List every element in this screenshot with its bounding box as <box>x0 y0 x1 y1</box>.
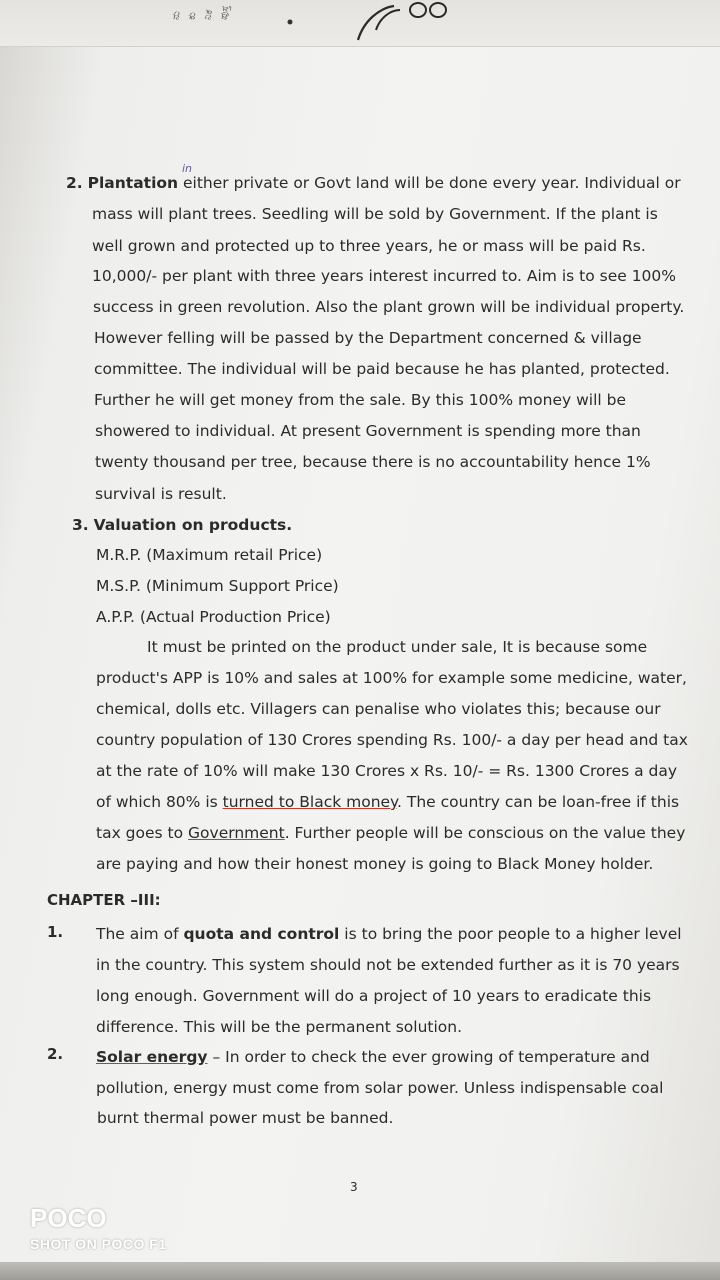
item2-line: success in green revolution. Also the plant grown will be individual property. <box>93 298 685 316</box>
item2-line: well grown and protected up to three years, he or mass will be paid Rs. <box>92 237 646 255</box>
item3-line-part: of which 80% is <box>96 793 223 811</box>
item3-line-part: . Further people will be conscious on the value they <box>284 824 686 842</box>
item2-title: Plantation <box>87 174 179 192</box>
top-mark: ಪುಸ್ತ <box>218 4 232 21</box>
item2-line: 10,000/- per plant with three years interest incurred to. Aim is to see 100% <box>92 267 677 285</box>
item3-line: country population of 130 Crores spending Rs. 100/- a day per head and tax <box>96 731 688 749</box>
top-mark: ಕು <box>186 11 199 21</box>
chapter-item2-part: – In order to check the ever growing of temperature and <box>207 1048 650 1066</box>
solar-energy-bold: Solar energy <box>96 1048 208 1066</box>
camera-watermark <box>30 1203 167 1252</box>
chapter-heading: CHAPTER –III: <box>47 891 161 909</box>
quota-and-control-bold: quota and control <box>183 925 340 943</box>
item3-line: chemical, dolls etc. Villagers can penalise who violates this; because our <box>96 700 661 718</box>
item2-line: However felling will be passed by the Department concerned & village <box>94 329 642 347</box>
item3-line <box>96 792 679 812</box>
item2-line: either private or Govt land will be done every year. Individual or <box>178 174 681 192</box>
item2-line: twenty thousand per tree, because there is no accountability hence 1% <box>95 453 651 471</box>
item3-title: Valuation on products. <box>93 516 293 534</box>
top-mark: ನಿಕ <box>202 8 215 21</box>
chapter-item1-line: long enough. Government will do a project of 10 years to eradicate this <box>96 987 652 1005</box>
chapter-item1-line: difference. This will be the permanent solution. <box>96 1018 463 1036</box>
item3-heading <box>72 515 292 535</box>
item3-term: M.S.P. (Minimum Support Price) <box>96 577 339 595</box>
chapter-item2-line: burnt thermal power must be banned. <box>97 1109 394 1127</box>
chapter-item2-first-line <box>96 1047 650 1067</box>
item3-line: product's APP is 10% and sales at 100% for example some medicine, water, <box>96 669 687 687</box>
item3-line: It must be printed on the product under sale, It is because some <box>147 638 648 656</box>
handwritten-insert-mark: in <box>182 162 193 175</box>
watermark-brand: POCO <box>30 1203 107 1233</box>
dot-mark-icon <box>286 18 294 26</box>
item2-number: 2. <box>66 174 83 192</box>
item3-term: M.R.P. (Maximum retail Price) <box>96 546 323 564</box>
top-mark: ನು <box>170 10 183 21</box>
item3-term: A.P.P. (Actual Production Price) <box>96 608 331 626</box>
item2-line: showered to individual. At present Government is spending more than <box>95 422 641 440</box>
chapter-item2-line: pollution, energy must come from solar power. Unless indispensable coal <box>96 1079 664 1097</box>
chapter-item2-number: 2. <box>47 1045 64 1063</box>
item2-line: mass will plant trees. Seedling will be sold by Government. If the plant is <box>92 205 658 223</box>
item2-line: committee. The individual will be paid because he has planted, protected. <box>94 360 670 378</box>
item3-line: at the rate of 10% will make 130 Crores x Rs. 10/- = Rs. 1300 Crores a day <box>96 762 678 780</box>
item3-line-part: tax goes to <box>96 824 189 842</box>
handwritten-scribble-icon <box>350 0 460 46</box>
page-bottom-edge <box>0 1262 720 1280</box>
chapter-item1-number: 1. <box>47 923 64 941</box>
item2-first-line <box>66 173 681 193</box>
chapter-item1-first-line <box>96 924 682 944</box>
item2-line: survival is result. <box>95 485 227 503</box>
chapter-item1-line: in the country. This system should not be extended further as it is 70 years <box>96 956 680 974</box>
chapter-item1-part: is to bring the poor people to a higher level <box>339 925 682 943</box>
chapter-item1-part: The aim of <box>96 925 184 943</box>
watermark-shot-text: SHOT ON POCO F1 <box>30 1236 167 1252</box>
black-money-underlined: turned to Black money <box>222 793 398 811</box>
government-underlined: Government <box>188 824 285 842</box>
item2-line: Further he will get money from the sale. By this 100% money will be <box>94 391 626 409</box>
item3-line-part: . The country can be loan-free if this <box>397 793 680 811</box>
item3-line: are paying and how their honest money is going to Black Money holder. <box>96 855 654 873</box>
page-number: 3 <box>350 1180 358 1194</box>
item3-number: 3. <box>72 516 89 534</box>
item3-line <box>96 823 685 843</box>
